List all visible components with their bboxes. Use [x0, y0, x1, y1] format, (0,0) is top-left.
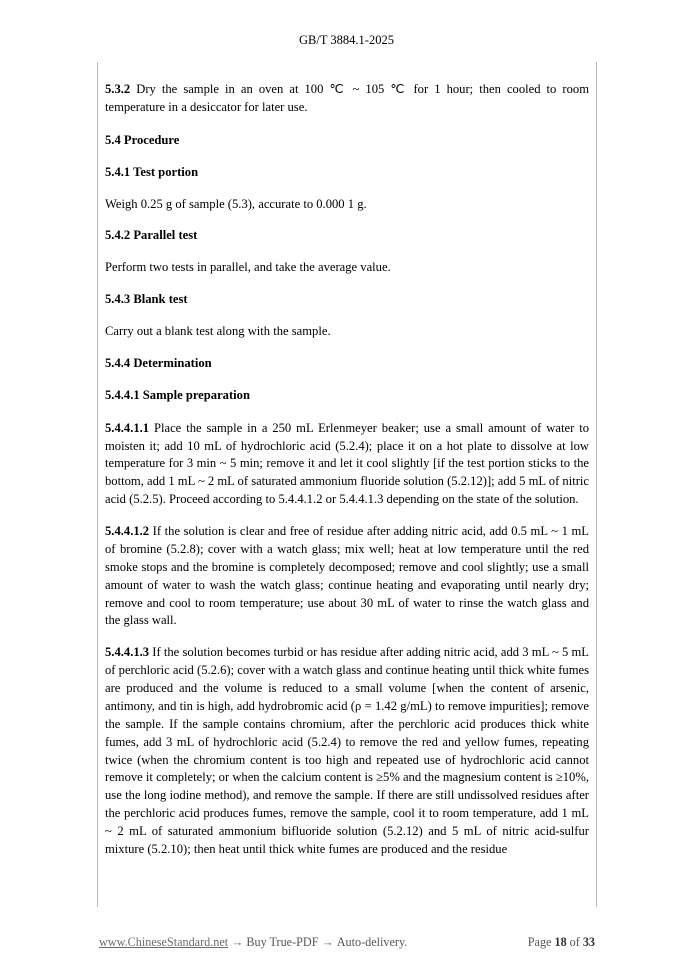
paragraph-text: Place the sample in a 250 mL Erlenmeyer beaker; use a small amount of water to moisten it; add 10 mL of hydrochloric acid (5.2.4); place it on a hot plate to dissolve at low temperature for 3 min ~ 5 min; remove it and let it cool slightly [if the test portion sticks to the bottom, add 1 mL ~ 2 mL of saturated ammonium fluoride solution (5.2.12)]; add 5 mL of nitric acid (5.2.5). Proceed according to 5.4.4.1.2 or 5.4.4.1.3 depending on the state of the solution.: [105, 420, 589, 507]
paragraph-text: Dry the sample in an oven at 100 ℃ ~ 105 ℃ for 1 hour; then cooled to room temperature in a desiccator for later use.: [105, 82, 589, 114]
page-content-column: [97, 62, 597, 907]
paragraph-parallel-test: Perform two tests in parallel, and take the average value.: [105, 260, 391, 275]
paragraph-number: 5.3.2: [105, 82, 131, 96]
arrow-right-icon: →: [231, 935, 244, 949]
paragraph-text: If the solution becomes turbid or has residue after adding nitric acid, add 3 mL ~ 5 mL of perchloric acid (5.2.6); cover with a watch glass and continue heating until thick white fumes are produced and the volume is reduced to a small volume [when the content of arsenic, antimony, and tin is high, add hydrobromic acid (ρ = 1.42 g/mL) to remove impurities]; remove the sample. If the sample contains chromium, after the perchloric acid produces thick white fumes, add 3 mL of hydrochloric acid (5.2.4) to remove the red and yellow fumes, repeating twice (when the chromium content is too high and repeated use of hydrochloric acid cannot remove it completely; or when the calcium content is ≥5% and the magnesium content is ≥10%, use the long iodine method), and remove the sample. If there are still undissolved residues after the perchloric acid produces fumes, remove the sample, cool it to room temperature, add 1 mL ~ 2 mL of saturated ammonium bifluoride solution (5.2.12) and 5 mL of nitric acid-sulfur mixture (5.2.10); then heat until thick white fumes are produced and the residue: [105, 645, 589, 856]
heading-5-4-4-1: 5.4.4.1 Sample preparation: [105, 387, 250, 402]
heading-5-4: 5.4 Procedure: [105, 132, 180, 147]
page-footer: [97, 935, 597, 950]
paragraph-5-4-4-1-2: [105, 523, 589, 630]
page-number: 18: [554, 935, 567, 949]
paragraph-test-portion: Weigh 0.25 g of sample (5.3), accurate to 0.000 1 g.: [105, 196, 367, 211]
paragraph-5-4-4-1-1: [105, 420, 589, 509]
chinesestandard-link[interactable]: www.ChineseStandard.net: [99, 935, 229, 949]
paragraph-5-3-2: [105, 81, 589, 117]
paragraph-text: If the solution is clear and free of residue after adding nitric acid, add 0.5 mL ~ 1 mL of bromine (5.2.8); cover with a watch glass; mix well; heat at low temperature until the red smoke stops and the bromine is completely decomposed; remove and cool slightly; use a small amount of water to wash the watch glass; continue heating and evaporating until nearly dry; remove and cool to room temperature; use about 30 mL of water to rinse the watch glass and the glass wall.: [105, 524, 589, 628]
heading-5-4-4: 5.4.4 Determination: [105, 355, 212, 370]
page-indicator: [528, 935, 595, 950]
arrow-right-icon-2: →: [321, 935, 334, 949]
paragraph-blank-test: Carry out a blank test along with the sample.: [105, 324, 331, 338]
heading-5-4-2: 5.4.2 Parallel test: [105, 228, 198, 243]
auto-delivery-label: Auto-delivery.: [336, 935, 408, 949]
paragraph-number: 5.4.4.1.2: [105, 524, 150, 538]
footer-left-group: [99, 935, 407, 950]
buy-true-pdf-label[interactable]: Buy True-PDF: [246, 935, 319, 949]
paragraph-number: 5.4.4.1.3: [105, 645, 150, 660]
page-label: Page: [527, 935, 552, 949]
total-pages: 33: [582, 935, 595, 949]
heading-5-4-3: 5.4.3 Blank test: [105, 292, 188, 307]
page-header: [0, 33, 693, 48]
of-label: of: [569, 935, 580, 949]
page-text-body: [98, 81, 596, 859]
paragraph-5-4-4-1-3: [105, 644, 589, 859]
heading-5-4-1: 5.4.1 Test portion: [105, 164, 199, 179]
header-standard-number: GB/T 3884.1-2025: [299, 33, 394, 47]
paragraph-number: 5.4.4.1.1: [105, 420, 150, 435]
